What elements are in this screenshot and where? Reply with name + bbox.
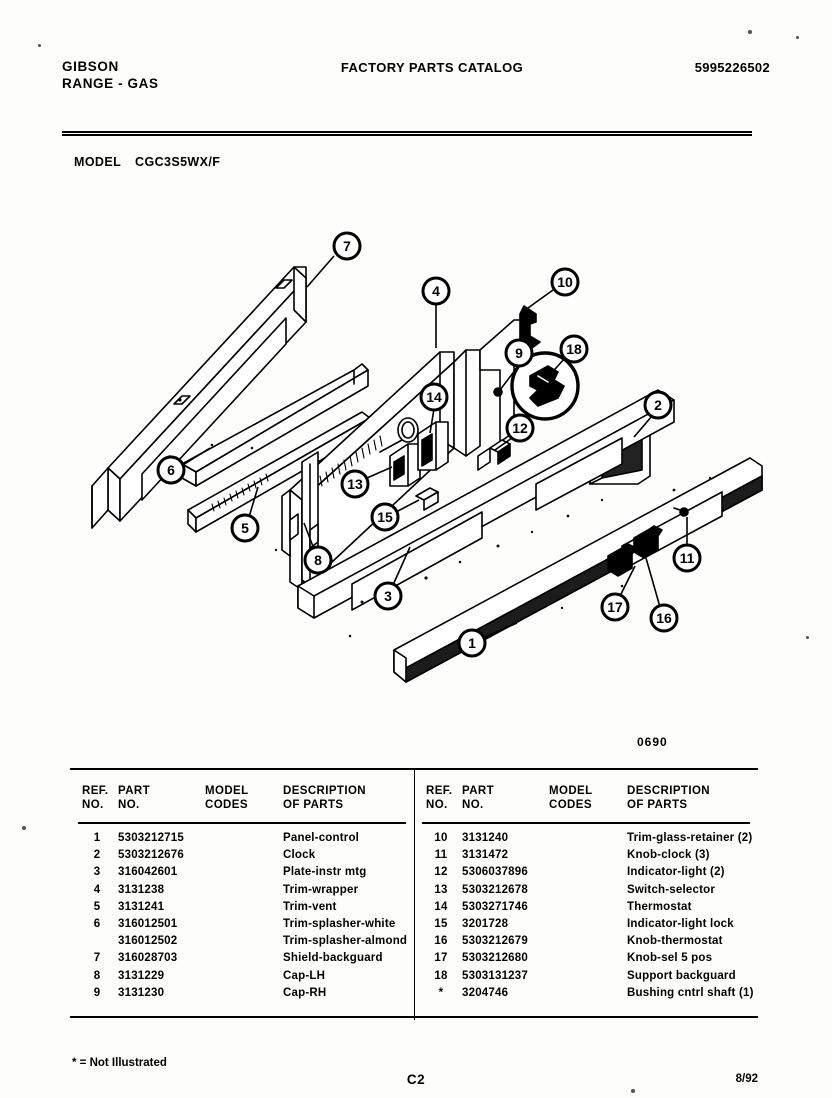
- cell-ref-no: 16: [434, 935, 448, 948]
- callout-ref-number: 3: [384, 588, 392, 604]
- callout-ref-number: 18: [566, 341, 582, 357]
- cell-ref-no: 8: [93, 969, 101, 982]
- cell-part-no: 5303212680: [462, 952, 528, 965]
- cell-description: Indicator-light lock: [627, 917, 734, 930]
- callout-ref-number: 14: [426, 389, 442, 405]
- table-row: [414, 832, 758, 849]
- cell-description: Support backguard: [627, 969, 736, 982]
- table-row: [414, 866, 758, 883]
- cell-part-no: 3131230: [118, 986, 165, 999]
- cell-description: Indicator-light (2): [627, 866, 725, 879]
- revision-date: 8/92: [735, 1073, 758, 1085]
- column-header-model-codes: MODEL CODES: [205, 785, 249, 811]
- callout-ref-number: 2: [654, 397, 662, 413]
- callout-leader-line: [646, 558, 660, 607]
- catalog-title: FACTORY PARTS CATALOG: [340, 60, 524, 75]
- cell-description: Trim-splasher-almond: [283, 935, 408, 948]
- part-shield-backguard: [92, 267, 306, 528]
- callout-7: [307, 233, 360, 287]
- column-header-model-codes-right: MODEL CODES: [549, 785, 593, 811]
- brand-block: [62, 58, 159, 92]
- cell-description: Trim-glass-retainer (2): [627, 832, 753, 844]
- brand-name: GIBSON: [62, 59, 119, 74]
- callout-10: [528, 269, 578, 308]
- scan-speck: [796, 36, 799, 39]
- cell-description: Knob-sel 5 pos: [627, 952, 713, 965]
- table-row: [70, 849, 414, 866]
- table-row: [414, 918, 758, 935]
- table-row: [70, 866, 414, 883]
- cell-description: Bushing cntrl shaft (1): [627, 986, 754, 999]
- cell-part-no: 5303212676: [118, 849, 184, 862]
- header-divider: [62, 131, 752, 136]
- cell-ref-no: *: [438, 986, 444, 999]
- cell-part-no: 3201728: [462, 917, 509, 930]
- cell-description: Trim-wrapper: [283, 883, 359, 896]
- cell-part-no: 3131241: [118, 900, 165, 913]
- callout-ref-number: 11: [679, 550, 695, 566]
- cell-part-no: 5303212678: [462, 883, 528, 896]
- column-header-description-right: DESCRIPTION OF PARTS: [627, 785, 710, 811]
- brand-category: RANGE - GAS: [62, 76, 159, 91]
- scan-speck: [38, 44, 41, 47]
- page-code: C2: [406, 1072, 426, 1087]
- table-row: [414, 884, 758, 901]
- cell-ref-no: 3: [93, 866, 101, 879]
- parts-rows-left: [70, 832, 414, 1004]
- table-row: [70, 935, 414, 952]
- cell-part-no: 3204746: [462, 986, 509, 999]
- cell-part-no: 3131238: [118, 883, 165, 896]
- cell-ref-no: 4: [93, 883, 101, 896]
- cell-part-no: 5303212715: [118, 832, 184, 844]
- cell-part-no: 5303212679: [462, 935, 528, 948]
- cell-ref-no: 11: [434, 849, 448, 862]
- part-indicator-light: [478, 440, 510, 470]
- cell-description: Cap-LH: [283, 969, 326, 982]
- table-header-left: [70, 784, 414, 820]
- column-header-description: DESCRIPTION OF PARTS: [283, 785, 366, 811]
- callout-ref-number: 17: [607, 599, 623, 615]
- cell-ref-no: 7: [93, 952, 101, 965]
- parts-table: [70, 768, 758, 1018]
- column-header-ref-no-right: REF. NO.: [426, 785, 453, 811]
- footnote-not-illustrated: * = Not Illustrated: [72, 1057, 167, 1069]
- table-row: [414, 987, 758, 1004]
- callout-ref-number: 5: [241, 520, 249, 536]
- cell-part-no: 5306037896: [462, 866, 528, 879]
- cell-part-no: 316042601: [118, 866, 178, 879]
- scan-speck: [22, 826, 26, 830]
- cell-description: Panel-control: [283, 832, 360, 844]
- callout-leader-line: [528, 290, 553, 308]
- cell-description: Thermostat: [627, 900, 692, 913]
- table-row: [414, 901, 758, 918]
- page-header: [62, 58, 770, 104]
- parts-table-left-column: [70, 770, 414, 1020]
- cell-description: Trim-vent: [283, 900, 337, 913]
- exploded-parts-diagram: [62, 190, 770, 750]
- cell-ref-no: 15: [434, 917, 448, 930]
- callout-ref-number: 12: [512, 420, 528, 436]
- cell-ref-no: 14: [434, 900, 448, 913]
- callout-ref-number: 15: [377, 509, 393, 525]
- cell-part-no: 5303131237: [462, 969, 528, 982]
- drawing-number: 0690: [637, 735, 668, 749]
- table-row: [70, 884, 414, 901]
- cell-ref-no: 13: [434, 883, 448, 896]
- cell-description: Knob-clock (3): [627, 849, 710, 862]
- callout-16: [646, 558, 677, 631]
- cell-description: Plate-instr mtg: [283, 866, 367, 879]
- cell-part-no: 316012501: [118, 917, 178, 930]
- parts-rows-right: [414, 832, 758, 1004]
- scan-speck: [631, 1089, 635, 1093]
- callout-4: [423, 278, 449, 348]
- cell-part-no: 316028703: [118, 952, 178, 965]
- cell-ref-no: 6: [93, 917, 101, 930]
- cell-ref-no: 9: [93, 986, 101, 999]
- callout-ref-number: 10: [557, 274, 573, 290]
- table-row: [70, 901, 414, 918]
- cell-ref-no: 1: [93, 832, 101, 844]
- table-row: [414, 970, 758, 987]
- cell-part-no: 5303271746: [462, 900, 528, 913]
- table-header-rule-left: [78, 822, 406, 824]
- callout-leader-line: [307, 256, 334, 287]
- cell-description: Clock: [283, 849, 316, 862]
- cell-description: Trim-splasher-white: [283, 917, 396, 930]
- callout-ref-number: 6: [167, 462, 175, 478]
- callout-ref-number: 1: [468, 635, 476, 651]
- table-row: [414, 849, 758, 866]
- cell-description: Cap-RH: [283, 986, 327, 999]
- callout-ref-number: 7: [343, 238, 351, 254]
- scan-speck: [748, 30, 752, 34]
- model-label: MODEL: [74, 155, 122, 169]
- callout-ref-number: 4: [432, 283, 440, 299]
- cell-ref-no: 12: [434, 866, 448, 879]
- table-row: [70, 918, 414, 935]
- cell-ref-no: 17: [434, 952, 448, 965]
- table-row: [70, 970, 414, 987]
- cell-ref-no: 10: [434, 832, 448, 844]
- cell-ref-no: 2: [93, 849, 101, 862]
- scan-speck: [806, 636, 809, 639]
- cell-description: Knob-thermostat: [627, 935, 723, 948]
- cell-part-no: 3131240: [462, 832, 509, 844]
- callout-ref-number: 13: [347, 476, 363, 492]
- table-row: [414, 952, 758, 969]
- cell-ref-no: 18: [434, 969, 448, 982]
- cell-part-no: 3131229: [118, 969, 165, 982]
- callout-ref-number: 8: [314, 552, 322, 568]
- part-indicator-light-lock: [416, 488, 438, 510]
- model-value: CGC3S5WX/F: [135, 155, 221, 169]
- table-row: [70, 952, 414, 969]
- table-row: [414, 935, 758, 952]
- table-row: [70, 987, 414, 1004]
- model-line: [74, 155, 220, 169]
- column-header-ref-no: REF. NO.: [82, 785, 109, 811]
- cell-part-no: 316012502: [118, 935, 178, 948]
- parts-table-right-column: [414, 770, 758, 1020]
- cell-description: Switch-selector: [627, 883, 715, 896]
- cell-description: Shield-backguard: [283, 952, 383, 965]
- table-header-right: [414, 784, 758, 820]
- table-header-rule-right: [422, 822, 750, 824]
- callout-ref-number: 9: [515, 345, 523, 361]
- cell-ref-no: 5: [93, 900, 101, 913]
- column-header-part-no-right: PART NO.: [462, 785, 495, 811]
- callout-leader-line: [396, 500, 419, 512]
- column-header-part-no: PART NO.: [118, 785, 151, 811]
- cell-part-no: 3131472: [462, 849, 509, 862]
- table-row: [70, 832, 414, 849]
- callout-ref-number: 16: [656, 610, 672, 626]
- catalog-number: 5995226502: [694, 60, 770, 75]
